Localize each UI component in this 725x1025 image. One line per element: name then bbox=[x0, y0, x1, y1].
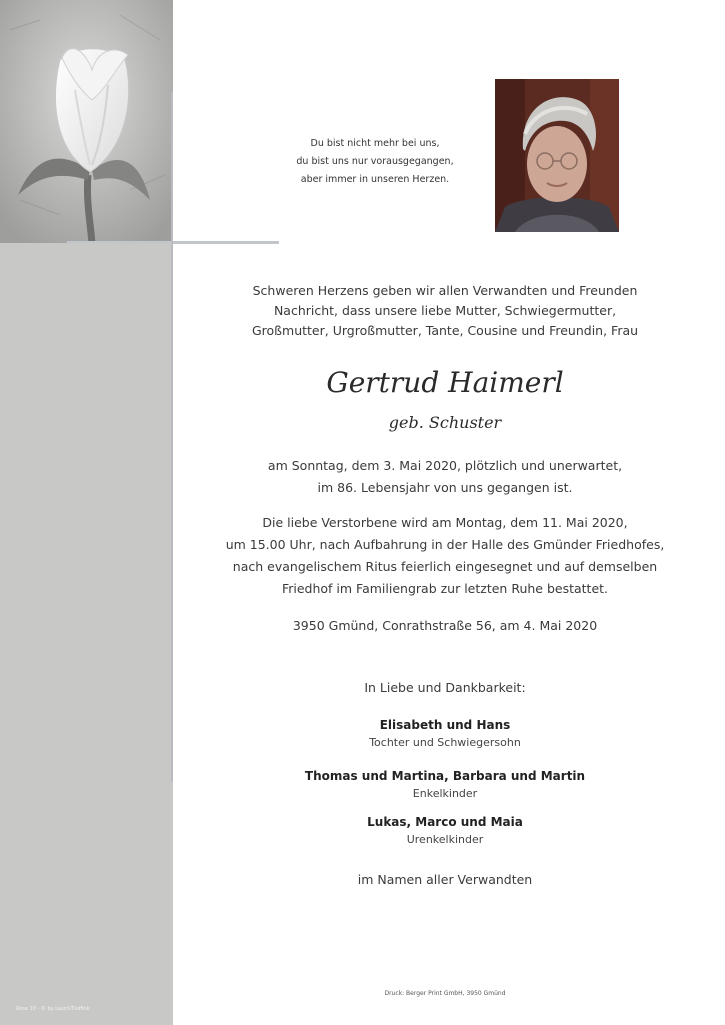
quote-line: du bist uns nur vorausgegangen, bbox=[296, 156, 454, 167]
place-and-date: 3950 Gmünd, Conrathstraße 56, am 4. Mai 2020 bbox=[292, 618, 598, 633]
mourner-relation: Urenkelkinder bbox=[406, 833, 484, 846]
decorative-horizontal-line bbox=[67, 241, 279, 244]
mourner-group bbox=[195, 767, 695, 803]
funeral-line: Friedhof im Familiengrab zur letzten Ruhe bestattet. bbox=[281, 581, 609, 596]
maiden-name: geb. Schuster bbox=[388, 413, 502, 432]
closing-line: im Namen aller Verwandten bbox=[357, 872, 533, 887]
death-notice-line: im 86. Lebensjahr von uns gegangen ist. bbox=[317, 480, 573, 495]
mourner-relation: Tochter und Schwiegersohn bbox=[369, 736, 521, 749]
quote-line: aber immer in unseren Herzen. bbox=[300, 174, 450, 185]
memorial-quote bbox=[280, 135, 470, 189]
mourner-relation: Enkelkinder bbox=[412, 787, 478, 800]
thanks-heading: In Liebe und Dankbarkeit: bbox=[364, 680, 526, 695]
intro-line: Nachricht, dass unsere liebe Mutter, Schwiegermutter, bbox=[273, 303, 617, 318]
funeral-line: nach evangelischem Ritus feierlich eingesegnet und auf demselben bbox=[232, 559, 658, 574]
death-notice-line: am Sonntag, dem 3. Mai 2020, plötzlich und unerwartet, bbox=[267, 458, 623, 473]
mourner-names: Lukas, Marco und Maia bbox=[367, 815, 523, 829]
funeral-line: um 15.00 Uhr, nach Aufbahrung in der Halle des Gmünder Friedhofes, bbox=[225, 537, 665, 552]
funeral-line: Die liebe Verstorbene wird am Montag, dem 11. Mai 2020, bbox=[262, 515, 628, 530]
mourner-group bbox=[195, 716, 695, 752]
quote-line: Du bist nicht mehr bei uns, bbox=[310, 138, 440, 149]
mourner-names: Elisabeth und Hans bbox=[379, 718, 511, 732]
funeral-details bbox=[195, 512, 695, 600]
image-credit: Rose 10 - © by Lasch/Tiuffink bbox=[16, 1006, 90, 1012]
decorative-vertical-line bbox=[171, 92, 173, 782]
death-notice bbox=[195, 455, 695, 499]
printer-credit: Druck: Berger Print GmbH, 3950 Gmünd bbox=[384, 990, 506, 997]
deceased-name: Gertrud Haimerl bbox=[326, 366, 564, 399]
intro-line: Schweren Herzens geben wir allen Verwandten und Freunden bbox=[252, 283, 638, 298]
mourner-names: Thomas und Martina, Barbara und Martin bbox=[304, 769, 586, 783]
intro-line: Großmutter, Urgroßmutter, Tante, Cousine und Freundin, Frau bbox=[251, 323, 639, 338]
portrait-photo bbox=[495, 79, 619, 232]
announcement-intro bbox=[195, 281, 695, 341]
rose-image bbox=[0, 0, 173, 243]
mourner-group bbox=[195, 813, 695, 849]
